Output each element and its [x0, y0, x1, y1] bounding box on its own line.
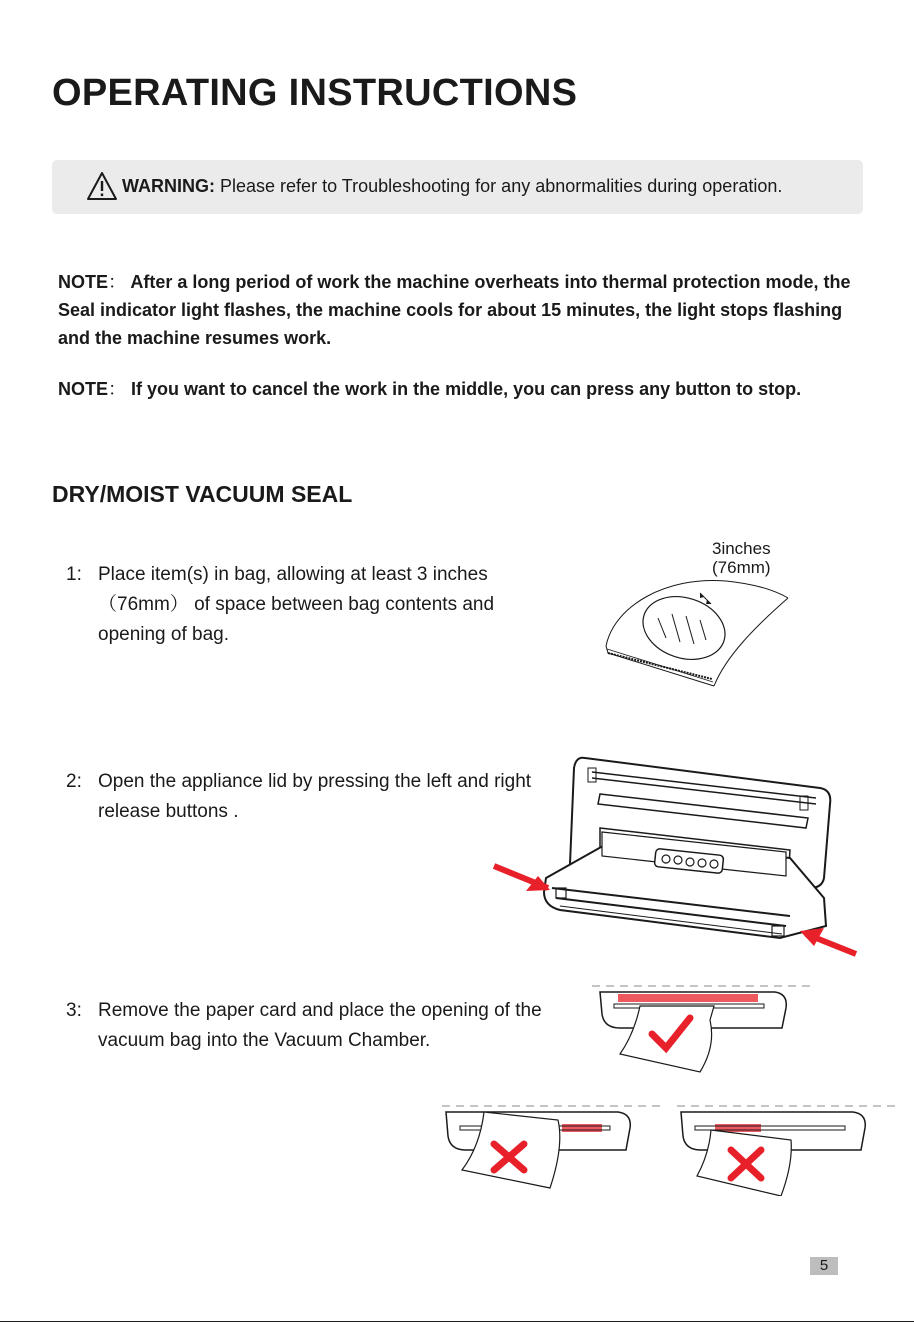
correct-placement-illustration: [590, 984, 812, 1076]
page-number: 5: [810, 1257, 838, 1275]
note-label: NOTE: [58, 272, 109, 292]
step-number: 1:: [66, 564, 82, 585]
step-number: 2:: [66, 771, 82, 792]
page-title: OPERATING INSTRUCTIONS: [52, 72, 578, 114]
step-text: Remove the paper card and place the opening of the vacuum bag into the Vacuum Chamber.: [98, 1000, 542, 1051]
step-text: Place item(s) in bag, allowing at least 3 inches （76mm） of space between bag contents and opening of bag.: [98, 564, 495, 645]
bag-spacing-illustration: [596, 536, 796, 691]
open-lid-illustration: [490, 748, 860, 960]
note-text: If you want to cancel the work in the middle, you can press any button to stop.: [131, 379, 802, 399]
step-number: 3:: [66, 1000, 82, 1021]
dimension-label-mm: (76mm): [712, 558, 771, 577]
note-label: NOTE: [58, 379, 109, 399]
step-1: [66, 560, 566, 650]
warning-text: [122, 176, 782, 197]
note-overheat: [58, 268, 858, 352]
section-title: DRY/MOIST VACUUM SEAL: [52, 481, 353, 507]
warning-message: Please refer to Troubleshooting for any abnormalities during operation.: [220, 176, 783, 196]
warning-label: WARNING:: [122, 176, 215, 196]
incorrect-placement-illustration-left: [440, 1104, 662, 1196]
dimension-label-inches: 3inches: [712, 539, 771, 558]
note-separator: ：: [108, 272, 127, 292]
step-3: [66, 996, 566, 1056]
step-text: Open the appliance lid by pressing the left and right release buttons .: [98, 771, 532, 822]
note-cancel: [58, 375, 858, 403]
note-separator: ：: [108, 379, 127, 399]
warning-triangle-icon: [86, 171, 118, 201]
warning-box: [52, 160, 863, 214]
footer-divider: [0, 1321, 914, 1322]
note-text: After a long period of work the machine overheats into thermal protection mode, the Seal indicator light flashes, the machine cools for about 15 minutes, the light stops flashing and the machine resumes work.: [58, 272, 851, 348]
incorrect-placement-illustration-right: [675, 1104, 897, 1196]
